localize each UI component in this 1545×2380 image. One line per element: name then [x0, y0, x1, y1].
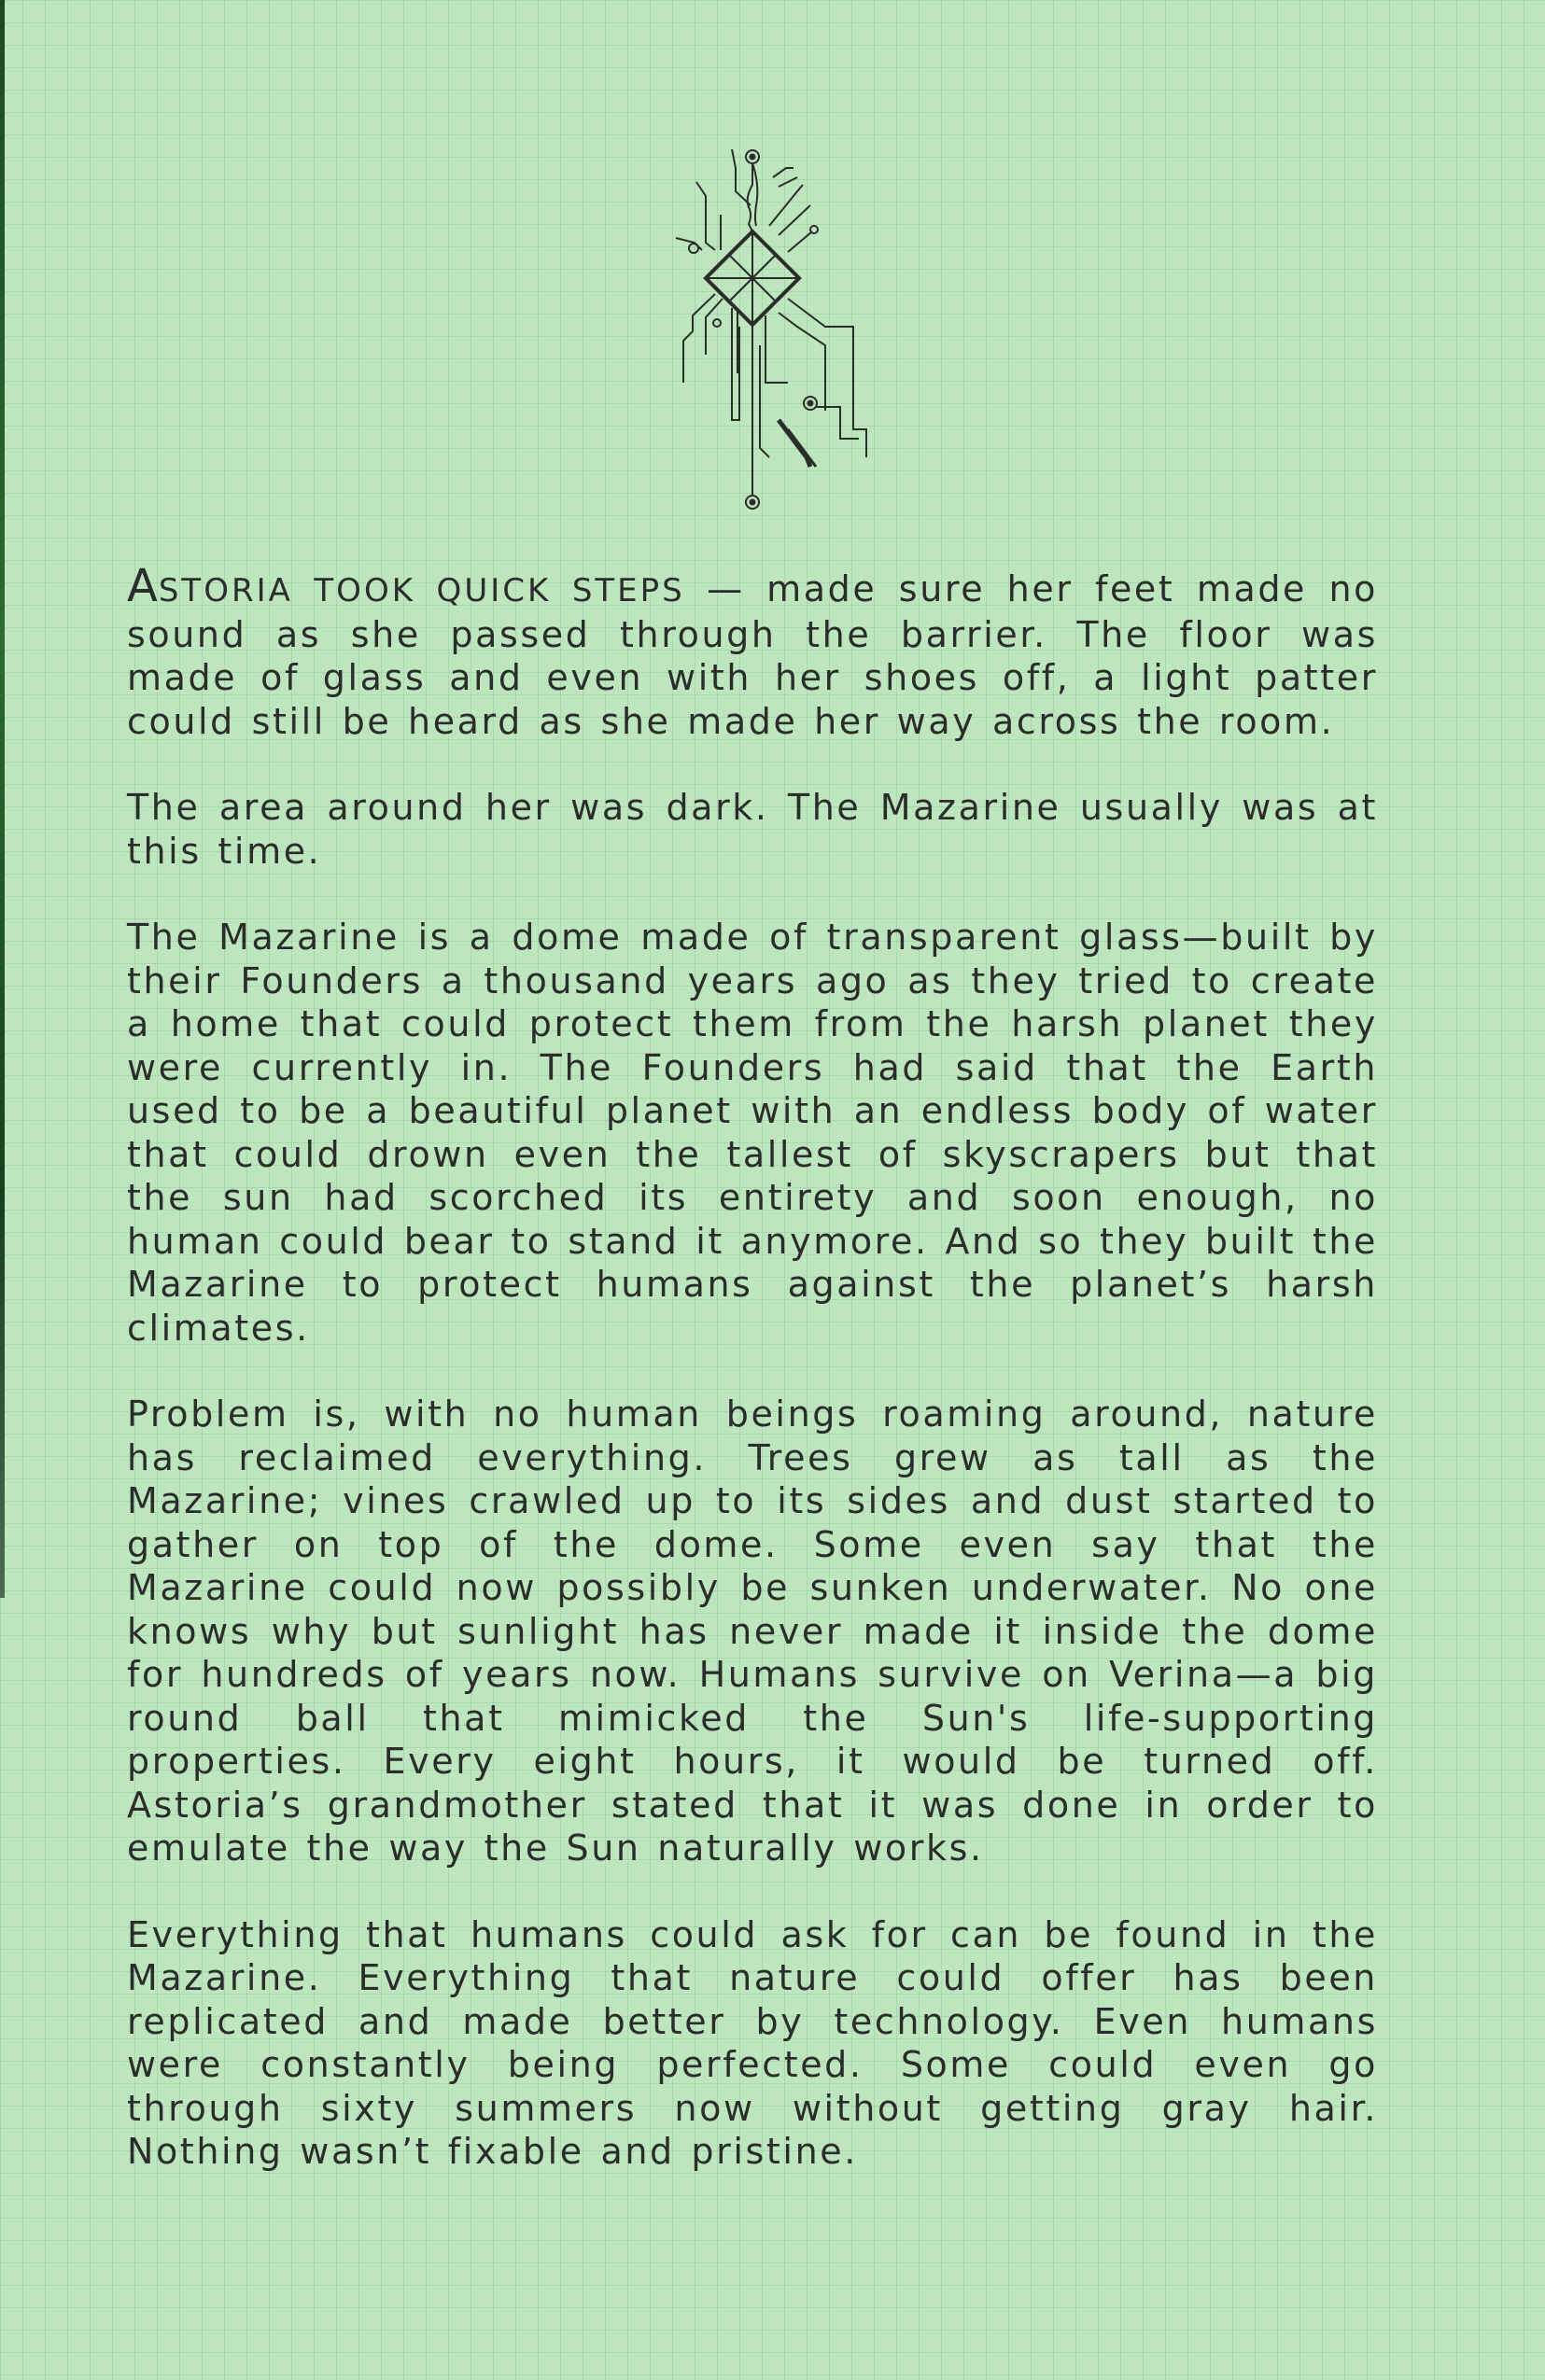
story-paragraph-1 [127, 560, 1378, 743]
story-paragraph-3: The Mazarine is a dome made of transparent glass—built by their Founders a thousand years ago as they tried to create a home that could protect them from the harsh planet they were currently in. The Founders had said that the Earth used to be a beautiful planet with an endless body of water that could drown even the tallest of skyscrapers but that the sun had scorched its entirety and soon enough, no human could bear to stand it anymore. And so they built the Mazarine to protect humans against the planet’s harsh climates. [127, 917, 1378, 1349]
drop-initial: A [127, 560, 159, 612]
story-text [127, 560, 1378, 2217]
story-paragraph-5: Everything that humans could ask for can be found in the Mazarine. Everything that nature could offer has been replicated and made better by technology. Even humans were constantly being perfected. Some could even go through sixty summers now without getting gray hair. Nothing wasn’t fixable and pristine. [127, 1913, 1378, 2172]
page-edge-strip [0, 0, 5, 1598]
story-paragraph-2: The area around her was dark. The Mazarine usually was at this time. [127, 787, 1378, 872]
paragraph-1-body: — made sure her feet made no sound as she passed through the barrier. The floor was made of glass and even with her shoes off, a light patter could still be heard as she made her way across the room. [127, 568, 1378, 742]
story-paragraph-4: Problem is, with no human beings roaming around, nature has reclaimed everything. Trees grew as tall as the Mazarine; vines crawled up to its sides and dust started to gather on top of the dome. Some even say that the Mazarine could now possibly be sunken underwater. No one knows why but sunlight has never made it inside the dome for hundreds of years now. Humans survive on Verina—a big round ball that mimicked the Sun's life-supporting properties. Every eight hours, it would be turned off. Astoria’s grandmother stated that it was done in order to emulate the way the Sun naturally works. [127, 1393, 1378, 1869]
circuit-diamond-ornament-icon [639, 140, 881, 523]
lead-smallcaps: STORIA TOOK QUICK STEPS [158, 572, 685, 609]
